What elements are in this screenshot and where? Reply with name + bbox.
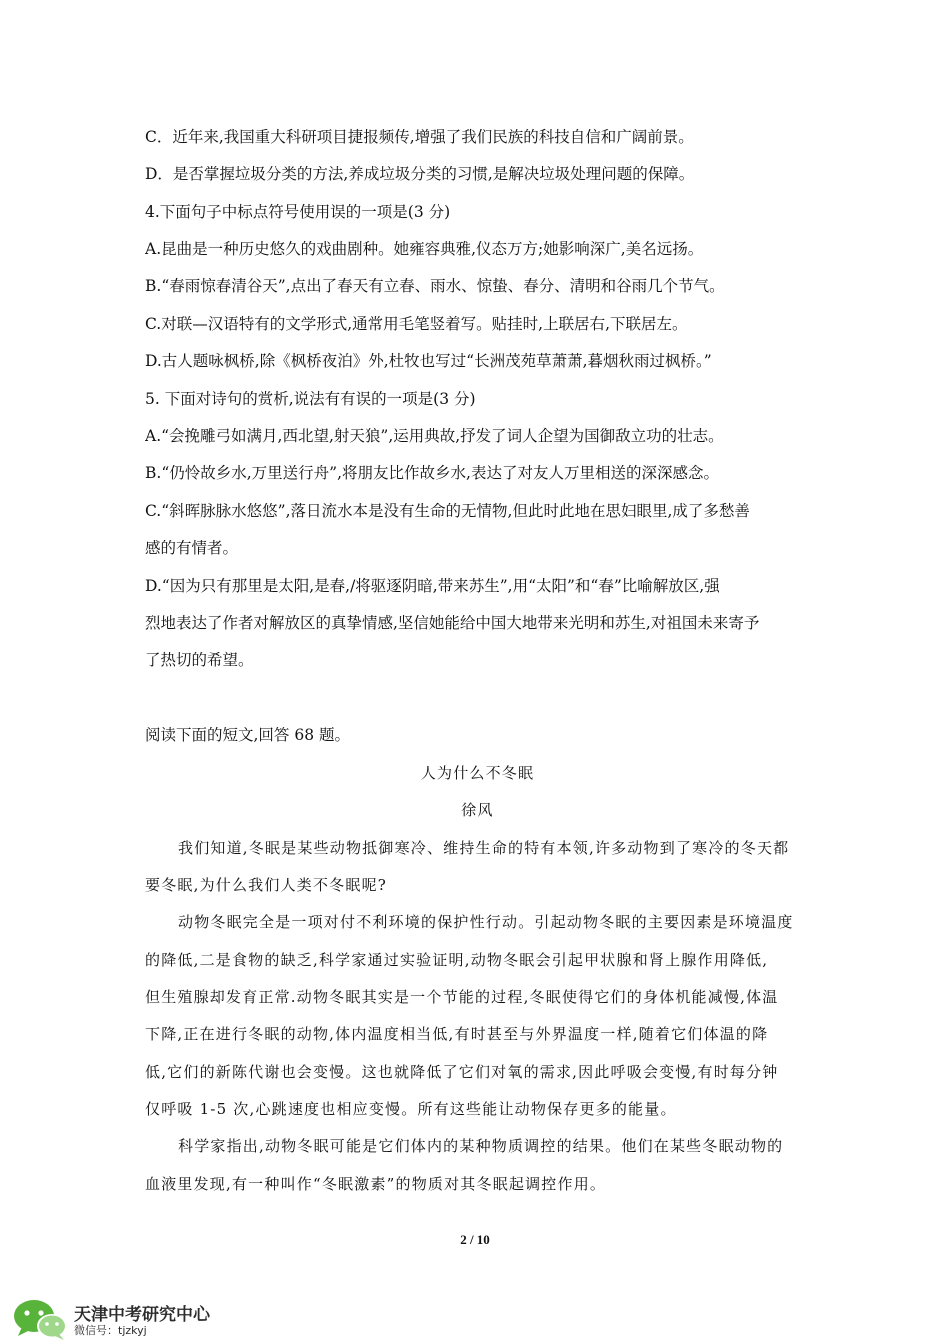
watermark [12, 1296, 272, 1342]
article-line: 科学家指出,动物冬眠可能是它们体内的某种物质调控的结果。他们在某些冬眠动物的 [178, 1137, 784, 1155]
article-line: 但生殖腺却发育正常.动物冬眠其实是一个节能的过程,冬眠使得它们的身体机能减慢,体温 [145, 988, 779, 1006]
option-line: D.“因为只有那里是太阳,是春,/将驱逐阴暗,带来苏生”,用“太阳”和“春”比喻解放区,强 [145, 577, 720, 595]
article-line: 血液里发现,有一种叫作“冬眠激素”的物质对其冬眠起调控作用。 [145, 1175, 607, 1193]
watermark-name: 天津中考研究中心 [74, 1305, 210, 1325]
option-line: 感的有情者。 [145, 539, 239, 557]
watermark-wechat-id: 微信号：tjzkyj [74, 1324, 147, 1337]
article-line: 低,它们的新陈代谢也会变慢。这也就降低了它们对氧的需求,因此呼吸会变慢,有时每分钟 [145, 1063, 779, 1081]
article-author: 徐风 [461, 801, 494, 819]
option-line: A.“会挽雕弓如满月,西北望,射天狼”,运用典故,抒发了词人企望为国御敌立功的壮志。 [145, 427, 724, 445]
article-line: 要冬眠,为什么我们人类不冬眠呢? [145, 876, 388, 894]
question-heading: 5. 下面对诗句的赏析,说法有有误的一项是(3 分) [145, 390, 476, 408]
option-line: C.对联—汉语特有的文学形式,通常用毛笔竖着写。贴挂时,上联居右,下联居左。 [145, 315, 688, 333]
option-line: D.古人题咏枫桥,除《枫桥夜泊》外,杜牧也写过“长洲茂苑草萧萧,暮烟秋雨过枫桥。” [145, 352, 712, 370]
wechat-logo-icon [12, 1296, 72, 1342]
article-line: 仅呼吸 1-5 次,心跳速度也相应变慢。所有这些能让动物保存更多的能量。 [145, 1100, 677, 1118]
option-line: D．是否掌握垃圾分类的方法,养成垃圾分类的习惯,是解决垃圾处理问题的保障。 [145, 165, 695, 183]
option-line: C.“斜晖脉脉水悠悠”,落日流水本是没有生命的无情物,但此时此地在思妇眼里,成了多愁善 [145, 502, 750, 520]
article-line: 动物冬眠完全是一项对付不利环境的保护性行动。引起动物冬眠的主要因素是环境温度 [178, 913, 794, 931]
question-heading: 4.下面句子中标点符号使用误的一项是(3 分) [145, 203, 451, 221]
option-line: B.“仍怜故乡水,万里送行舟”,将朋友比作故乡水,表达了对友人万里相送的深深感念。 [145, 464, 719, 482]
article-title: 人为什么不冬眠 [420, 764, 535, 782]
article-line: 我们知道,冬眠是某些动物抵御寒冷、维持生命的特有本领,许多动物到了寒冷的冬天都 [178, 839, 790, 857]
option-line: B.“春雨惊春清谷天”,点出了春天有立春、雨水、惊蛰、春分、清明和谷雨几个节气。 [145, 277, 725, 295]
option-line: A.昆曲是一种历史悠久的戏曲剧种。她雍容典雅,仪态万方;她影响深广,美名远扬。 [145, 240, 704, 258]
article-line: 的降低,二是食物的缺乏,科学家通过实验证明,动物冬眠会引起甲状腺和肾上腺作用降低, [145, 951, 769, 969]
article-line: 下降,正在进行冬眠的动物,体内温度相当低,有时甚至与外界温度一样,随着它们体温的降 [145, 1025, 769, 1043]
reading-instruction: 阅读下面的短文,回答 68 题。 [145, 726, 351, 744]
option-line: C．近年来,我国重大科研项目捷报频传,增强了我们民族的科技自信和广阔前景。 [145, 128, 694, 146]
option-line: 了热切的希望。 [145, 651, 254, 669]
page-number: 2 / 10 [460, 1232, 490, 1247]
option-line: 烈地表达了作者对解放区的真挚情感,坚信她能给中国大地带来光明和苏生,对祖国未来寄予 [145, 614, 760, 632]
